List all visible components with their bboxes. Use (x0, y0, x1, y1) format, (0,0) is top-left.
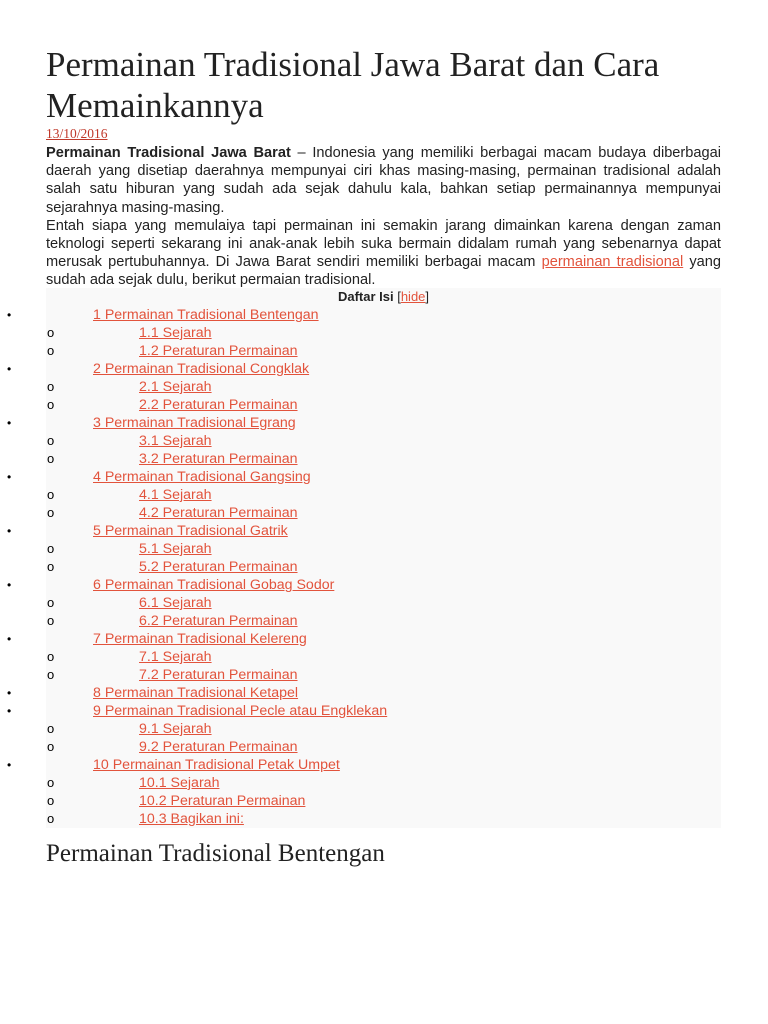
toc-subitem (0, 648, 768, 666)
toc-subitem (0, 450, 768, 468)
toc-link[interactable]: 10.3 Bagikan ini: (139, 811, 244, 827)
second-paragraph (46, 217, 721, 290)
toc-subitem (0, 810, 768, 828)
toc-subitem (0, 504, 768, 522)
circle-marker: o (47, 775, 55, 790)
toc-item (0, 468, 768, 486)
toc-link[interactable]: 7.1 Sejarah (139, 649, 212, 665)
article-body (46, 144, 721, 290)
toc-link[interactable]: 9.2 Peraturan Permainan (139, 739, 298, 755)
toc-item (0, 306, 768, 324)
bullet-marker: • (7, 362, 12, 376)
toc-link[interactable]: 2 Permainan Tradisional Congklak (93, 361, 310, 377)
toc-link[interactable]: 4.2 Peraturan Permainan (139, 505, 298, 521)
toc-subitem (0, 720, 768, 738)
bullet-marker: • (7, 524, 12, 538)
toc-link[interactable]: 5 Permainan Tradisional Gatrik (93, 523, 288, 539)
bullet-marker: • (7, 578, 12, 592)
toc-subitem (0, 378, 768, 396)
toc-item (0, 576, 768, 594)
post-date-link[interactable]: 13/10/2016 (46, 126, 108, 141)
permainan-tradisional-link[interactable]: permainan tradisional (541, 254, 684, 271)
circle-marker: o (47, 739, 55, 754)
circle-marker: o (47, 649, 55, 664)
circle-marker: o (47, 487, 55, 502)
second-paragraph-text: Entah siapa yang memulaiya tapi permainan ini semakin jarang dimainkan karena dengan zaman teknologi seperti sekarang ini anak-anak lebih suka bermain didalam rumah yang sebenarnya dapat merusak pertubuhannya. Di Jawa Barat sendiri memiliki berbagai macam (46, 217, 721, 271)
table-of-contents (7, 288, 721, 828)
toc-item (0, 360, 768, 378)
bullet-marker: • (7, 704, 12, 718)
toc-item (0, 702, 768, 720)
toc-bracket-open: [ (393, 289, 401, 304)
intro-bold-text: Permainan Tradisional Jawa Barat (46, 145, 291, 161)
toc-link[interactable]: 10.2 Peraturan Permainan (139, 793, 306, 809)
bullet-marker: • (7, 758, 12, 772)
circle-marker: o (47, 325, 55, 340)
toc-header (46, 288, 721, 306)
toc-link[interactable]: 3 Permainan Tradisional Egrang (93, 415, 296, 431)
toc-link[interactable]: 3.2 Peraturan Permainan (139, 451, 298, 467)
toc-link[interactable]: 4 Permainan Tradisional Gangsing (93, 469, 311, 485)
circle-marker: o (47, 793, 55, 808)
toc-subitem (0, 396, 768, 414)
toc-link[interactable]: 2.2 Peraturan Permainan (139, 397, 298, 413)
bullet-marker: • (7, 470, 12, 484)
intro-paragraph (46, 144, 721, 217)
toc-item (0, 684, 768, 702)
toc-link[interactable]: 6.2 Peraturan Permainan (139, 613, 298, 629)
circle-marker: o (47, 595, 55, 610)
intro-text: – Indonesia yang memiliki berbagai macam budaya diberbagai daerah yang disetiap daerahnya mempunyai ciri khas masing-masing, permainan tradisional adalah salah satu hiburan yang sudah ada sejak dahulu kala, bahkan setiap permainannya mempunyai sejarahnya masing-masing. (46, 145, 721, 216)
toc-link[interactable]: 8 Permainan Tradisional Ketapel (93, 685, 299, 701)
toc-link[interactable]: 3.1 Sejarah (139, 433, 212, 449)
toc-hide-link[interactable]: hide (400, 289, 426, 304)
toc-link[interactable]: 10 Permainan Tradisional Petak Umpet (93, 757, 340, 773)
article-title: Permainan Tradisional Jawa Barat dan Cara Memainkannya (46, 45, 660, 125)
bullet-marker: • (7, 686, 12, 700)
toc-item (0, 630, 768, 648)
toc-item (0, 414, 768, 432)
toc-link[interactable]: 5.2 Peraturan Permainan (139, 559, 298, 575)
bullet-marker: • (7, 308, 12, 322)
toc-item (0, 522, 768, 540)
toc-subitem (0, 558, 768, 576)
toc-subitem (0, 594, 768, 612)
circle-marker: o (47, 559, 55, 574)
toc-link[interactable]: 10.1 Sejarah (139, 775, 220, 791)
section-heading: Permainan Tradisional Bentengan (46, 840, 385, 867)
circle-marker: o (47, 379, 55, 394)
bullet-marker: • (7, 632, 12, 646)
toc-subitem (0, 774, 768, 792)
bullet-marker: • (7, 416, 12, 430)
circle-marker: o (47, 397, 55, 412)
circle-marker: o (47, 613, 55, 628)
toc-link[interactable]: 7 Permainan Tradisional Kelereng (93, 631, 307, 647)
toc-link[interactable]: 1 Permainan Tradisional Bentengan (93, 307, 319, 323)
circle-marker: o (47, 505, 55, 520)
toc-link[interactable]: 7.2 Peraturan Permainan (139, 667, 298, 683)
toc-link[interactable]: 1.2 Peraturan Permainan (139, 343, 298, 359)
circle-marker: o (47, 721, 55, 736)
circle-marker: o (47, 811, 55, 826)
toc-link[interactable]: 6 Permainan Tradisional Gobag Sodor (93, 577, 335, 593)
toc-bracket-close: ] (425, 289, 430, 304)
circle-marker: o (47, 451, 55, 466)
circle-marker: o (47, 667, 55, 682)
circle-marker: o (47, 433, 55, 448)
toc-link[interactable]: 9.1 Sejarah (139, 721, 212, 737)
toc-link[interactable]: 9 Permainan Tradisional Pecle atau Engklekan (93, 703, 388, 719)
toc-link[interactable]: 2.1 Sejarah (139, 379, 212, 395)
toc-title: Daftar Isi (337, 289, 394, 304)
toc-link[interactable]: 4.1 Sejarah (139, 487, 212, 503)
toc-item (0, 756, 768, 774)
toc-link[interactable]: 5.1 Sejarah (139, 541, 212, 557)
toc-subitem (0, 792, 768, 810)
toc-subitem (0, 738, 768, 756)
toc-link[interactable]: 6.1 Sejarah (139, 595, 212, 611)
toc-link[interactable]: 1.1 Sejarah (139, 325, 212, 341)
toc-subitem (0, 540, 768, 558)
toc-subitem (0, 342, 768, 360)
toc-subitem (0, 612, 768, 630)
toc-subitem (0, 432, 768, 450)
second-paragraph-end: yang sudah ada sejak dulu, berikut permaian tradisional. (46, 254, 721, 289)
toc-subitem (0, 486, 768, 504)
circle-marker: o (47, 541, 55, 556)
circle-marker: o (47, 343, 55, 358)
toc-subitem (0, 666, 768, 684)
toc-subitem (0, 324, 768, 342)
